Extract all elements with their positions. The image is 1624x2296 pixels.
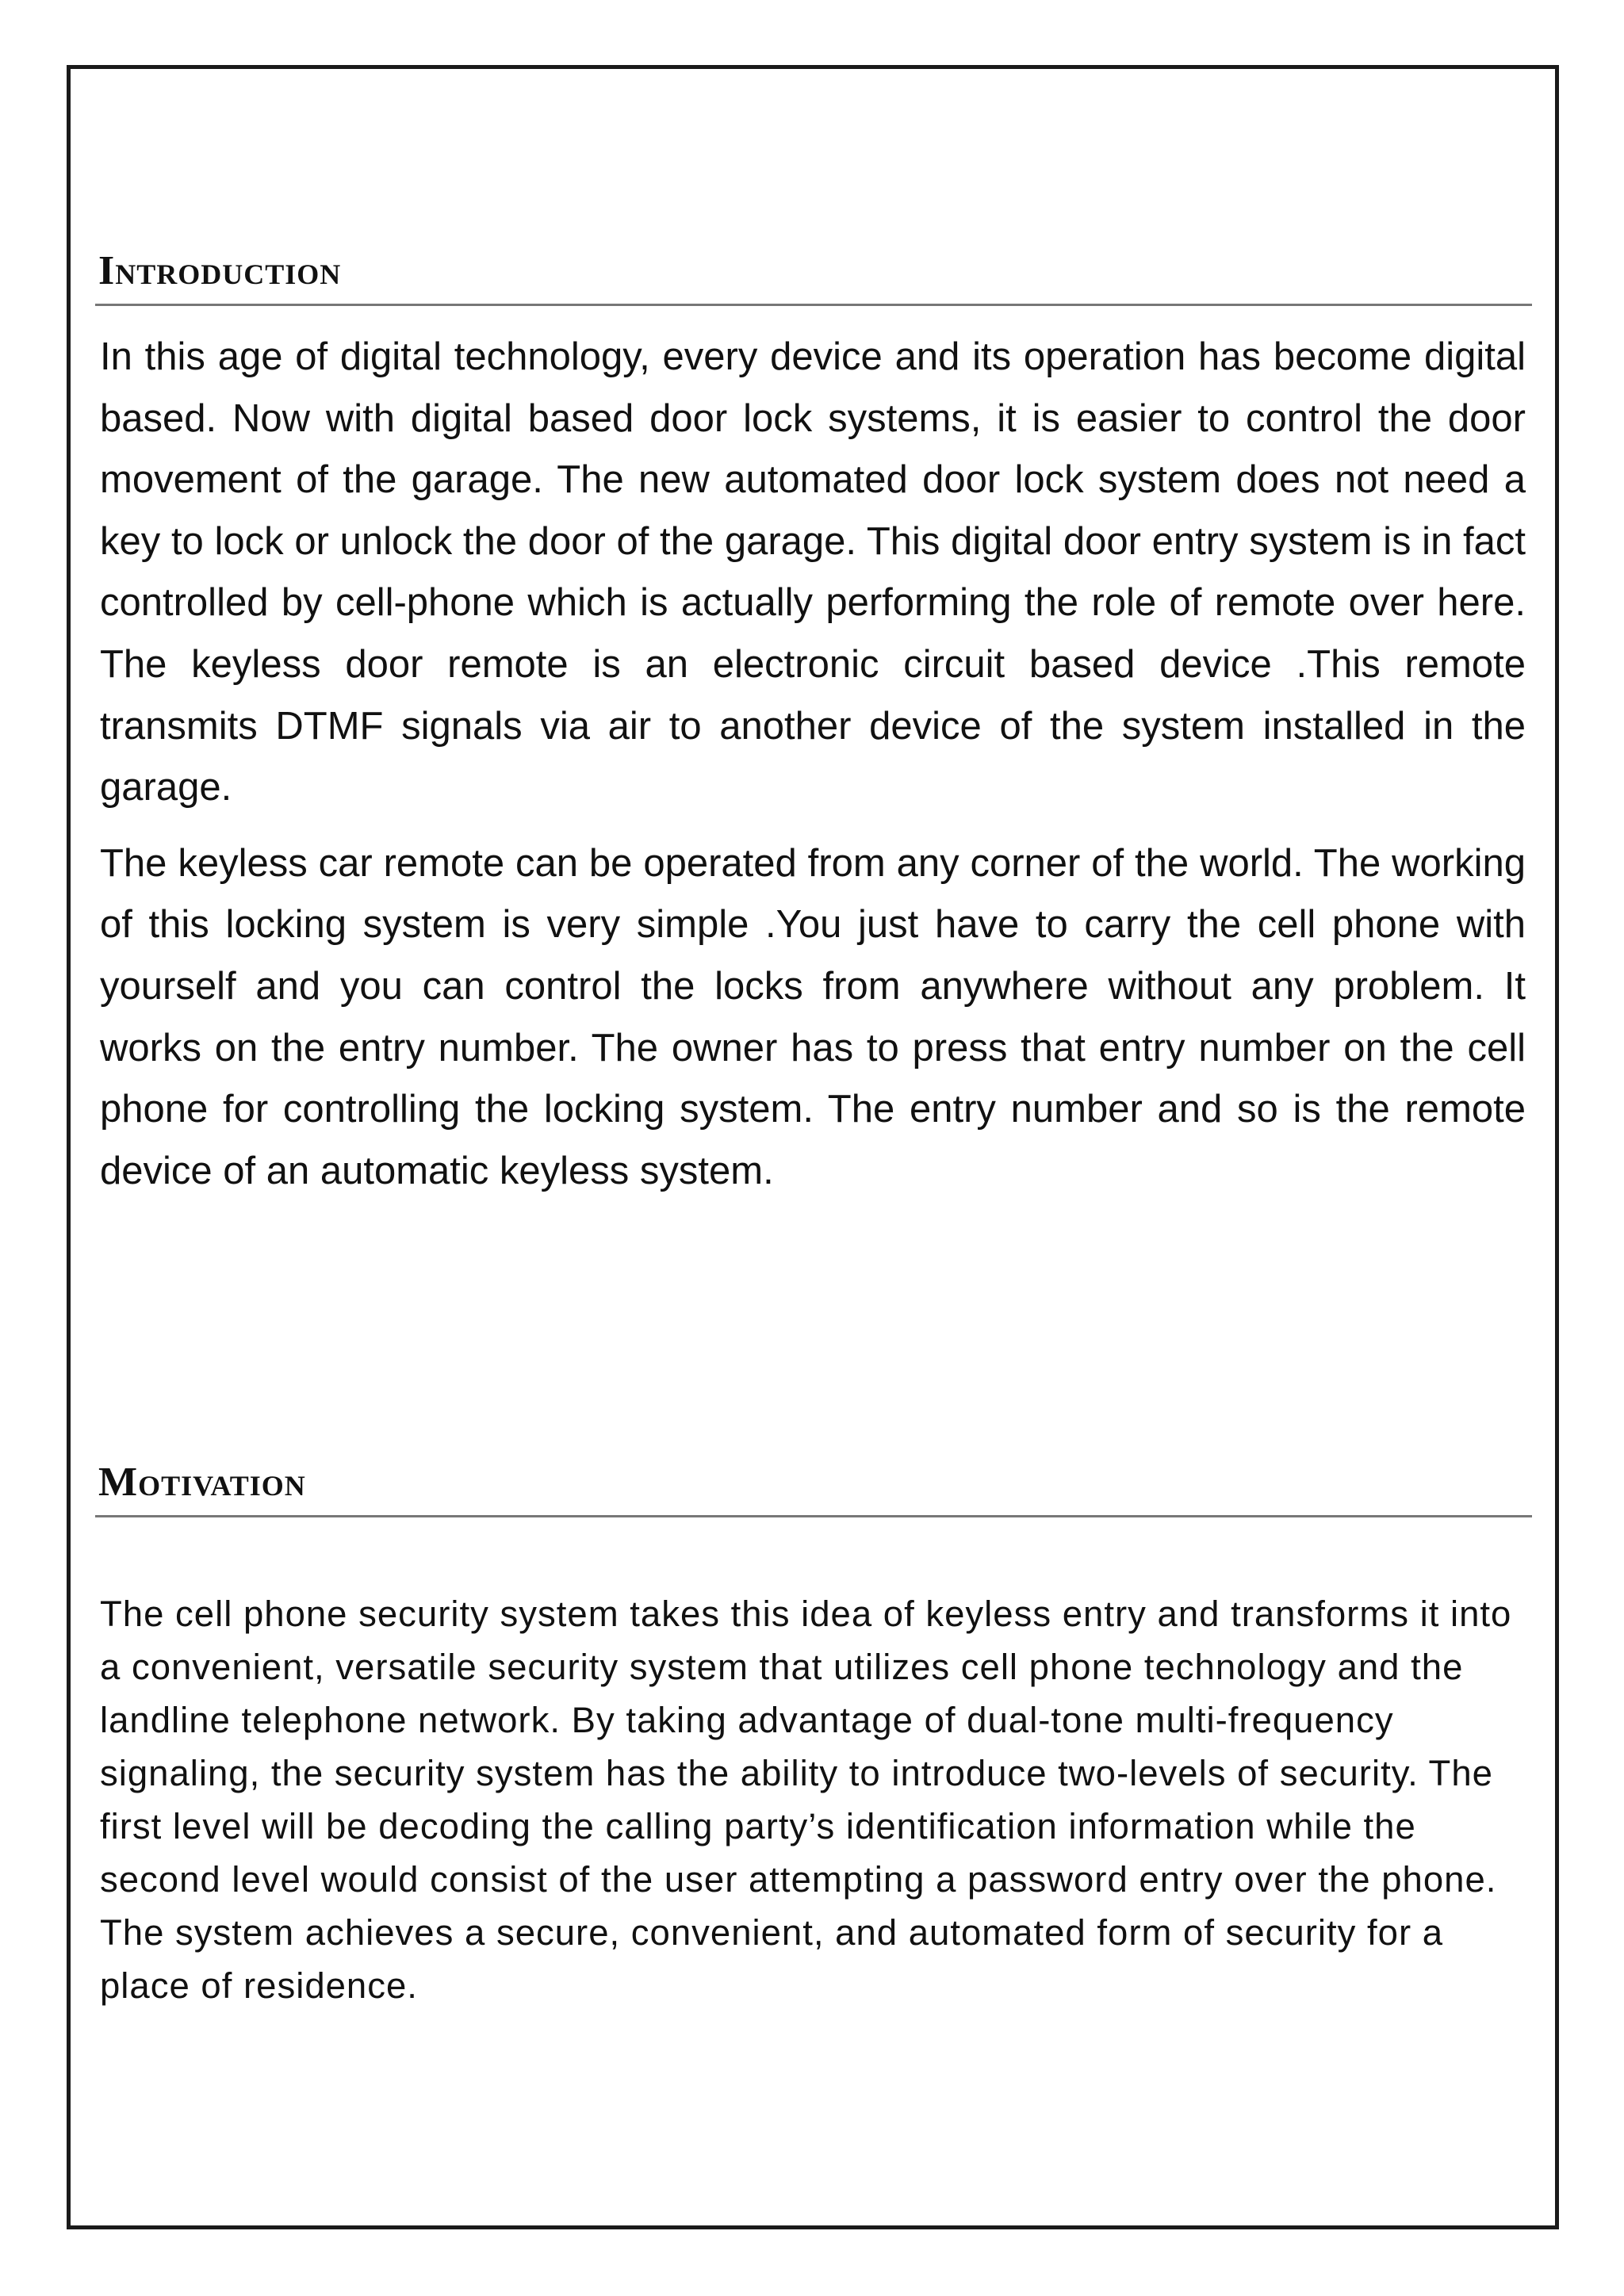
motivation-heading: Motivation (95, 1459, 1532, 1517)
motivation-section (95, 1459, 1532, 2012)
introduction-section (95, 247, 1532, 1202)
introduction-heading: Introduction (95, 247, 1532, 306)
introduction-paragraph-1: In this age of digital technology, every device and its operation has become digital based. Now with digital based door lock systems, it is easier to control the door movement of the garage. The new automated door lock system does not need a key to lock or unlock the door of the garage. This digital door entry system is in fact controlled by cell-phone which is actually performing the role of remote over here. The keyless door remote is an electronic circuit based device .This remote transmits DTMF signals via air to another device of the system installed in the garage. (100, 335, 1526, 809)
introduction-paragraph-2: The keyless car remote can be operated from any corner of the world. The working of this locking system is very simple .You just have to carry the cell phone with yourself and you can control the locks from anywhere without any problem. It works on the entry number. The owner has to press that entry number on the cell phone for controlling the locking system. The entry number and so is the remote device of an automatic keyless system. (100, 841, 1526, 1192)
motivation-paragraph: The cell phone security system takes this idea of keyless entry and transforms it into a convenient, versatile security system that utilizes cell phone technology and the landline telephone network. By taking advantage of dual-tone multi-frequency signaling, the security system has the ability to introduce two-levels of security. The first level will be decoding the calling party’s identification information while the second level would consist of the user attempting a password entry over the phone. The system achieves a secure, convenient, and automated form of security for a place of residence. (100, 1594, 1512, 2006)
